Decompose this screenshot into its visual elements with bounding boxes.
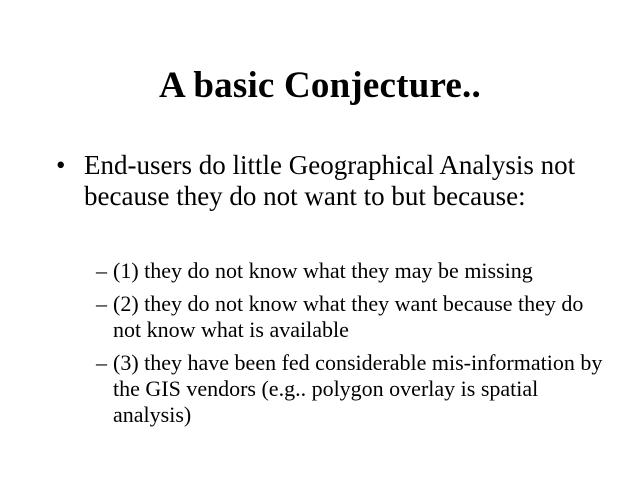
slide-title: A basic Conjecture..	[159, 65, 481, 106]
bullet-marker: •	[56, 150, 66, 180]
sub-bullet-marker: –	[96, 258, 107, 283]
sub-bullet-text: (2) they do not know what they want because they do not know what is available	[113, 291, 584, 342]
sub-bullet-text: (3) they have been fed considerable mis-information by the GIS vendors (e.g.. polygon overlay is spatial analysis)	[113, 350, 603, 427]
sub-bullet-marker: –	[96, 350, 107, 375]
sub-bullet-list	[96, 258, 606, 435]
sub-bullet-marker: –	[96, 291, 107, 316]
sub-bullet-3	[96, 350, 606, 428]
sub-bullet-1	[96, 258, 606, 284]
sub-bullet-text: (1) they do not know what they may be missing	[113, 258, 533, 283]
bullet-text: End-users do little Geographical Analysis not because they do not want to but because:	[84, 150, 576, 211]
sub-bullet-2	[96, 291, 606, 343]
